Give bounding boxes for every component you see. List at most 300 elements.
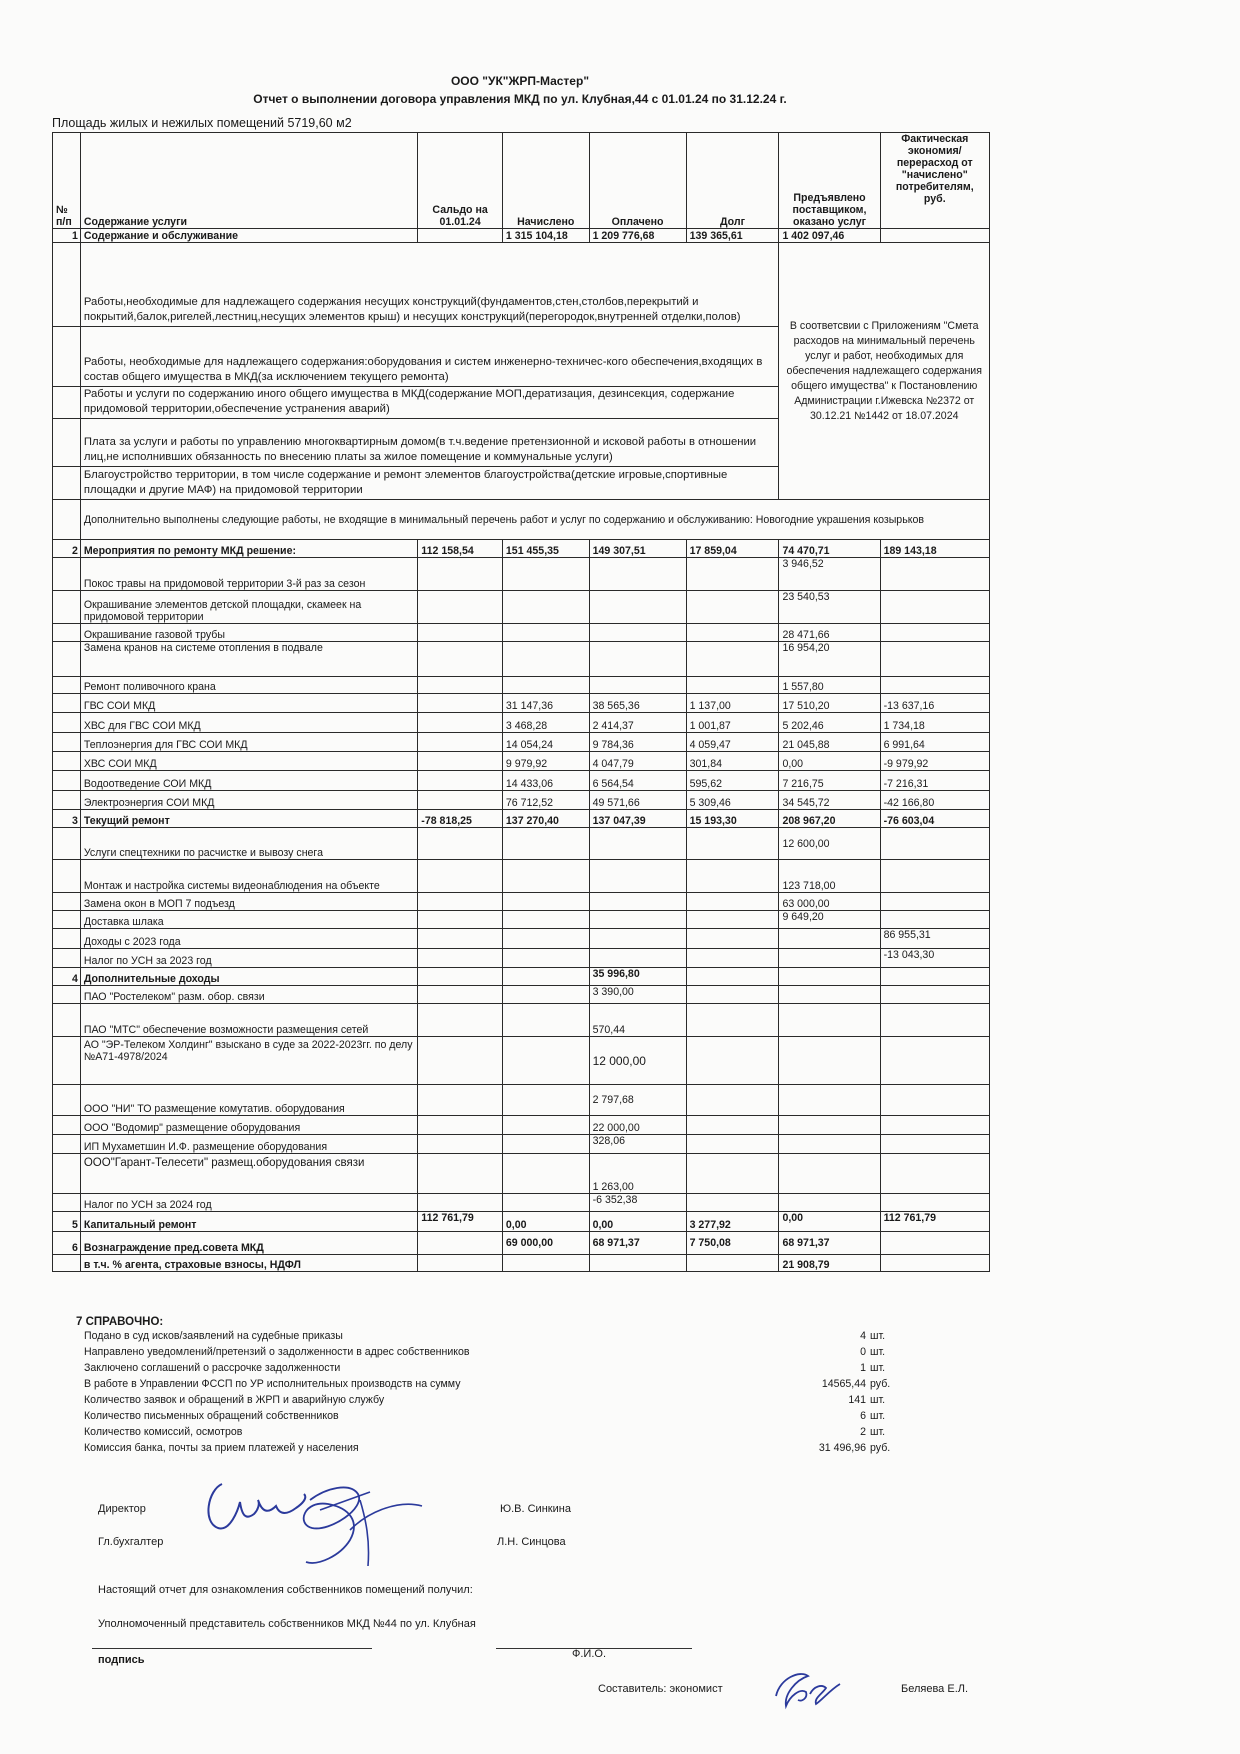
table-row [53,591,990,624]
paid-cell: 1 263,00 [589,1154,686,1194]
work-description: Работы, необходимые для надлежащего содержания:оборудования и систем инженерно-техничес-кого обеспечения,входящих в состав общего имущества в МКД(за исключением текущего ремонта) [80,327,779,387]
empty-cell [418,713,503,733]
empty-cell [53,828,81,860]
paid-cell: 0,00 [589,1212,686,1232]
empty-cell [418,1135,503,1154]
reference-label: Количество заявок и обращений в ЖРП и аварийную службу [84,1394,385,1406]
accrued-cell [502,642,589,677]
empty-cell [418,558,503,591]
table-row [53,713,990,733]
table-row [53,677,990,694]
empty-cell [418,752,503,771]
empty-cell [880,1004,989,1037]
paid-cell: 38 565,36 [589,694,686,713]
section-name: Мероприятия по ремонту МКД решение: [80,540,417,558]
empty-cell [418,1255,503,1272]
paid-cell: 570,44 [589,1004,686,1037]
reference-label: Комиссия банка, почты за прием платежей у населения [84,1442,359,1454]
presented-cell: 9 649,20 [779,911,880,929]
table-row [53,911,990,929]
debt-cell: 301,84 [686,752,779,771]
saldo-cell: 112 761,79 [418,1212,503,1232]
director-name: Ю.В. Синкина [500,1503,571,1515]
accrued-cell: 1 315 104,18 [502,229,589,243]
accrued-cell [502,677,589,694]
empty-cell [502,1085,589,1116]
empty-cell [418,986,503,1004]
presented-cell: 16 954,20 [779,642,880,677]
presented-cell: 68 971,37 [779,1232,880,1255]
paid-cell: 149 307,51 [589,540,686,558]
report-table [52,132,990,1272]
presented-cell: 123 718,00 [779,860,880,893]
debt-cell: 7 750,08 [686,1232,779,1255]
empty-cell [880,1154,989,1194]
report-title: Отчет о выполнении договора управления МКД по ул. Клубная,44 с 01.01.24 по 31.12.24 г. [253,92,787,106]
empty-cell [686,929,779,949]
empty-cell [502,1004,589,1037]
empty-cell [686,1116,779,1135]
empty-cell [779,986,880,1004]
reference-unit: шт. [870,1330,886,1342]
table-row [53,949,990,968]
section-number: 3 [53,810,81,828]
presented-cell: 208 967,20 [779,810,880,828]
table-row [53,791,990,810]
economy-cell: -42 166,80 [880,791,989,810]
economy-cell: -7 216,31 [880,771,989,791]
row-name: АО "ЭР-Телеком Холдинг" взыскано в суде за 2022-2023гг. по делу №А71-4978/2024 [80,1037,417,1085]
table-row [53,733,990,752]
empty-cell [589,949,686,968]
section-2-row [53,540,990,558]
empty-cell [53,713,81,733]
section-number: 1 [53,229,81,243]
paid-cell [589,677,686,694]
table-row [53,1194,990,1212]
empty-cell [502,949,589,968]
table-row [53,752,990,771]
empty-cell [53,467,81,500]
debt-cell [686,558,779,591]
row-name: Покос травы на придомовой территории 3-й раз за сезон [80,558,417,591]
row-name: ПАО "Ростелеком" разм. обор. связи [80,986,417,1004]
empty-cell [418,771,503,791]
section-1-row [53,229,990,243]
economy-cell: -9 979,92 [880,752,989,771]
section-6-row [53,1232,990,1255]
empty-cell [779,1085,880,1116]
signature-line [92,1648,372,1649]
presented-cell: 63 000,00 [779,893,880,911]
table-row [53,1135,990,1154]
row-name: Монтаж и настройка системы видеонаблюдения на объекте [80,860,417,893]
empty-cell [589,893,686,911]
empty-cell [53,1037,81,1085]
section-3-row [53,810,990,828]
empty-cell [589,929,686,949]
empty-cell [779,1037,880,1085]
empty-cell [880,1194,989,1212]
accrued-cell: 31 147,36 [502,694,589,713]
empty-cell [502,1255,589,1272]
economy-cell [880,911,989,929]
work-row [53,243,990,327]
presented-cell: 23 540,53 [779,591,880,624]
paid-cell: 1 209 776,68 [589,229,686,243]
row-name: Замена кранов на системе отопления в подвале [80,642,417,677]
economy-cell: -13 637,16 [880,694,989,713]
debt-cell: 139 365,61 [686,229,779,243]
empty-cell [53,677,81,694]
debt-cell: 1 137,00 [686,694,779,713]
table-row [53,1037,990,1085]
economy-cell: -76 603,04 [880,810,989,828]
reference-value: 31 496,96 [818,1442,866,1454]
col-header-saldo: Сальдо на 01.01.24 [418,133,503,229]
presented-cell: 12 600,00 [779,828,880,860]
empty-cell [418,791,503,810]
debt-cell: 3 277,92 [686,1212,779,1232]
debt-cell [686,677,779,694]
presented-cell: 0,00 [779,1212,880,1232]
saldo-cell: -78 818,25 [418,810,503,828]
reference-label: Направлено уведомлений/претензий о задолженности в адрес собственников [84,1346,470,1358]
debt-cell [686,642,779,677]
empty-cell [418,860,503,893]
empty-cell [502,860,589,893]
empty-cell [502,968,589,986]
paid-cell: 22 000,00 [589,1116,686,1135]
work-description: Работы и услуги по содержанию иного общего имущества в МКД(содержание МОП,дератизация, дезинсекция, содержание придомовой территории,обеспечение устранения аварий) [80,387,779,419]
empty-cell [53,986,81,1004]
empty-cell [53,387,81,419]
empty-cell [779,1004,880,1037]
empty-cell [686,1194,779,1212]
empty-cell [686,968,779,986]
presented-cell [779,949,880,968]
empty-cell [880,1255,989,1272]
reference-value: 1 [860,1362,866,1374]
debt-cell: 15 193,30 [686,810,779,828]
table-row [53,828,990,860]
col-header-debt: Долг [686,133,779,229]
debt-cell: 5 309,46 [686,791,779,810]
compiler-label: Составитель: экономист [598,1683,723,1695]
empty-cell [686,893,779,911]
area-caption: Площадь жилых и нежилых помещений 5719,60 м2 [52,116,352,130]
presented-cell: 74 470,71 [779,540,880,558]
compiler-name: Беляева Е.Л. [901,1683,969,1695]
economy-cell: -13 043,30 [880,949,989,968]
empty-cell [418,1116,503,1135]
row-name: Замена окон в МОП 7 подъезд [80,893,417,911]
paid-cell: 12 000,00 [589,1037,686,1085]
empty-cell [418,968,503,986]
row-name: ХВС СОИ МКД [80,752,417,771]
reference-item [84,1376,924,1392]
table-header-row [53,133,990,229]
paid-cell [589,624,686,642]
reference-item [84,1424,924,1440]
empty-cell [502,929,589,949]
empty-cell [53,558,81,591]
work-description: Плата за услуги и работы по управлению многоквартирным домом(в т.ч.ведение претензионной и исковой работы в отношении лиц,не исполнивших обязанность по внесению платы за жилое помещение и коммунальные услуги) [80,419,779,467]
accrued-cell: 3 468,28 [502,713,589,733]
empty-cell [418,677,503,694]
reference-label: Заключено соглашений о рассрочке задолженности [84,1362,341,1374]
economy-cell [880,677,989,694]
presented-cell: 21 045,88 [779,733,880,752]
empty-cell [502,1037,589,1085]
empty-cell [686,1037,779,1085]
empty-cell [53,752,81,771]
work-description: Работы,необходимые для надлежащего содержания несущих конструкций(фундаментов,стен,столбов,перекрытий и покрытий,балок,ригелей,лестниц,несущих элементов крыш) и несущих конструкций(перегородок,внутренней отделки,полов) [80,243,779,327]
table-row [53,986,990,1004]
accrued-cell: 14 433,06 [502,771,589,791]
received-note: Настоящий отчет для ознакомления собственников помещений получил: [98,1584,473,1596]
compiler-signature [756,1666,846,1712]
row-name: Теплоэнергия для ГВС СОИ МКД [80,733,417,752]
economy-cell: 1 734,18 [880,713,989,733]
table-row [53,624,990,642]
reference-label: Количество комиссий, осмотров [84,1426,243,1438]
empty-cell [53,929,81,949]
reference-title: 7 СПРАВОЧНО: [76,1316,164,1328]
section-number: 6 [53,1232,81,1255]
presented-cell: 3 946,52 [779,558,880,591]
debt-cell: 595,62 [686,771,779,791]
row-name: ГВС СОИ МКД [80,694,417,713]
empty-cell [502,828,589,860]
col-header-presented: Предъявлено поставщиком, оказано услуг [779,133,880,229]
empty-cell [502,893,589,911]
regulation-note: В соответсвии с Приложениям "Смета расходов на минимальный перечень услуг и работ, необходимых для обеспечения надлежащего содержания общего имущества" к Постановлению Администрации г.Ижевска №2372 от 30.12.21 №1442 от 18.07.2024 [779,243,990,500]
empty-cell [53,624,81,642]
table-row [53,1154,990,1194]
empty-cell [589,828,686,860]
table-row [53,860,990,893]
accrued-cell: 0,00 [502,1212,589,1232]
presented-cell: 5 202,46 [779,713,880,733]
empty-cell [418,1194,503,1212]
empty-cell [686,1085,779,1116]
accrued-cell [502,558,589,591]
empty-cell [53,893,81,911]
paid-cell: 9 784,36 [589,733,686,752]
empty-cell [686,1255,779,1272]
row-name: Налог по УСН за 2023 год [80,949,417,968]
director-signature [200,1470,430,1580]
saldo-cell [418,229,503,243]
empty-cell [418,828,503,860]
empty-cell [418,1004,503,1037]
reference-unit: руб. [870,1442,891,1454]
empty-cell [418,1232,503,1255]
empty-cell [53,694,81,713]
accrued-cell: 137 270,40 [502,810,589,828]
empty-cell [686,1154,779,1194]
empty-cell [418,624,503,642]
table-row [53,771,990,791]
accrued-cell: 9 979,92 [502,752,589,771]
empty-cell [880,1116,989,1135]
debt-cell [686,591,779,624]
row-name: Налог по УСН за 2024 год [80,1194,417,1212]
extra-work-description: Дополнительно выполнены следующие работы, не входящие в минимальный перечень работ и услуг по содержанию и обслуживанию: Новогодние украшения козырьков [80,500,989,540]
section-name: Содержание и обслуживание [80,229,417,243]
extra-work-row [53,500,990,540]
empty-cell [502,911,589,929]
empty-cell [502,1154,589,1194]
reference-item [84,1344,924,1360]
empty-cell [418,1085,503,1116]
paid-cell [589,591,686,624]
empty-cell [686,1135,779,1154]
row-name: Электроэнергия СОИ МКД [80,791,417,810]
empty-cell [418,911,503,929]
sign-label: подпись [98,1654,145,1666]
presented-cell: 21 908,79 [779,1255,880,1272]
paid-cell: 2 797,68 [589,1085,686,1116]
col-header-num: № п/п [53,133,81,229]
table-row [53,558,990,591]
section-name: Капитальный ремонт [80,1212,417,1232]
empty-cell [53,1135,81,1154]
empty-cell [686,860,779,893]
table-row [53,1116,990,1135]
empty-cell [418,1154,503,1194]
economy-cell: 86 955,31 [880,929,989,949]
economy-cell: 112 761,79 [880,1212,989,1232]
empty-cell [53,642,81,677]
paid-cell: 4 047,79 [589,752,686,771]
reference-value: 6 [860,1410,866,1422]
economy-cell [880,591,989,624]
empty-cell [880,986,989,1004]
reference-label: Подано в суд исков/заявлений на судебные приказы [84,1330,343,1342]
row-name: Доставка шлака [80,911,417,929]
empty-cell [418,694,503,713]
paid-cell: 2 414,37 [589,713,686,733]
row-name: ИП Мухаметшин И.Ф. размещение оборудования [80,1135,417,1154]
col-header-accrued: Начислено [502,133,589,229]
saldo-cell: 112 158,54 [418,540,503,558]
empty-cell [502,1194,589,1212]
row-name: ООО"Гарант-Телесети" размещ.оборудования связи [80,1154,417,1194]
empty-cell [779,1116,880,1135]
row-name: Водоотведение СОИ МКД [80,771,417,791]
empty-cell [779,1154,880,1194]
empty-cell [779,1194,880,1212]
section-5-row [53,1212,990,1232]
empty-cell [686,949,779,968]
empty-cell [502,1135,589,1154]
empty-cell [53,1116,81,1135]
reference-item [84,1328,924,1344]
reference-unit: шт. [870,1346,886,1358]
empty-cell [418,733,503,752]
reference-item [84,1392,924,1408]
economy-cell [880,558,989,591]
debt-cell [686,624,779,642]
accountant-label: Гл.бухгалтер [98,1536,164,1548]
economy-cell [880,229,989,243]
section-name: Вознаграждение пред.совета МКД [80,1232,417,1255]
paid-cell: 137 047,39 [589,810,686,828]
reference-unit: шт. [870,1426,886,1438]
paid-cell: 68 971,37 [589,1232,686,1255]
col-header-economy: Фактическая экономия/перерасход от "начислено" потребителям, руб. [880,133,989,229]
accrued-cell [502,591,589,624]
empty-cell [779,1135,880,1154]
economy-cell [880,860,989,893]
row-name: Окрашивание элементов детской площадки, скамеек на придомовой территории [80,591,417,624]
empty-cell [686,828,779,860]
reference-item [84,1360,924,1376]
presented-cell: 17 510,20 [779,694,880,713]
company-name: ООО "УК"ЖРП-Мастер" [450,74,590,88]
accrued-cell: 76 712,52 [502,791,589,810]
empty-cell [53,243,81,327]
director-label: Директор [98,1503,146,1515]
economy-cell: 189 143,18 [880,540,989,558]
empty-cell [53,419,81,467]
section-number: 2 [53,540,81,558]
empty-cell [880,1037,989,1085]
empty-cell [418,1037,503,1085]
table-row [53,893,990,911]
reference-label: В работе в Управлении ФССП по УР исполнительных производств на сумму [84,1378,461,1390]
empty-cell [686,911,779,929]
reference-item [84,1408,924,1424]
debt-cell: 4 059,47 [686,733,779,752]
debt-cell: 1 001,87 [686,713,779,733]
empty-cell [418,949,503,968]
empty-cell [418,591,503,624]
paid-cell: 328,06 [589,1135,686,1154]
empty-cell [53,949,81,968]
row-name: ООО "НИ" ТО размещение комутатив. оборудования [80,1085,417,1116]
reference-value: 0 [860,1346,866,1358]
empty-cell [53,1004,81,1037]
paid-cell: 49 571,66 [589,791,686,810]
empty-cell [53,791,81,810]
row-name: ПАО "МТС" обеспечение возможности размещения сетей [80,1004,417,1037]
section-name: Текущий ремонт [80,810,417,828]
table-row [53,1004,990,1037]
empty-cell [53,771,81,791]
col-header-paid: Оплачено [589,133,686,229]
accountant-name: Л.Н. Синцова [497,1536,566,1548]
paid-cell: -6 352,38 [589,1194,686,1212]
table-row [53,1085,990,1116]
presented-cell: 28 471,66 [779,624,880,642]
reference-item [84,1440,924,1456]
empty-cell [880,1135,989,1154]
economy-cell: 6 991,64 [880,733,989,752]
presented-cell: 7 216,75 [779,771,880,791]
row-name: ХВС для ГВС СОИ МКД [80,713,417,733]
fio-label: Ф.И.О. [572,1648,606,1660]
presented-cell: 1 557,80 [779,677,880,694]
empty-cell [880,968,989,986]
paid-cell: 35 996,80 [589,968,686,986]
empty-cell [880,1085,989,1116]
reference-unit: шт. [870,1410,886,1422]
empty-cell [53,1194,81,1212]
table-row [53,642,990,677]
